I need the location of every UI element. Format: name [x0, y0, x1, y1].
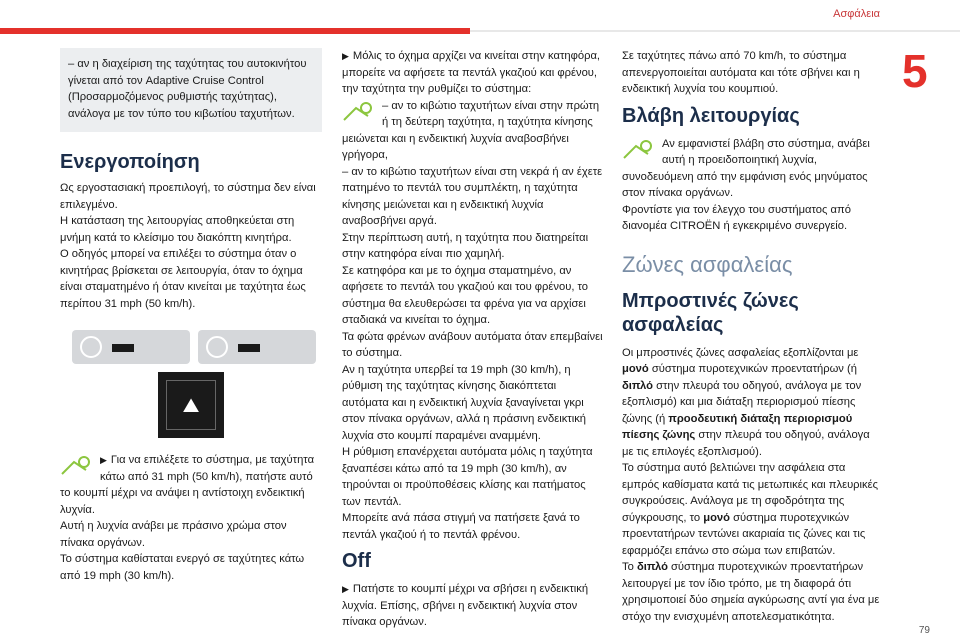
paragraph: Αν η ταχύτητα υπερβεί τα 19 mph (30 km/h), η ρύθμιση της ταχύτητας κίνησης διακόπτεται αυτόματα και η ενδεικτική λυχνία ξαναγίνεται γκρι στον πίνακα οργάνων, αλλά η πράσινη ενδεικτική λυχνία στο κουμπί παραμένει αναμμένη.: [342, 363, 587, 442]
warning-lamp-icon: [622, 138, 656, 162]
heading-front-seatbelts: Μπροστινές ζώνες ασφαλείας: [622, 289, 799, 336]
paragraph: Το σύστημα αυτό βελτιώνει την ασφάλεια στα εμπρός καθίσματα κατά τις μετωπικές και πλευρικές συγκρούσεις. Ανάλογα με τη σφοδρότητα της σύγκρουσης, το μονό σύστημα πυροτεχνικών προεντατήρων τεντώνει ακαριαία τις ζώνες και τις εφαρμόζει επάνω στο σώμα των επιβατών.: [622, 462, 879, 557]
paragraph: Η ρύθμιση επανέρχεται αυτόματα μόλις η ταχύτητα ξαναπέσει κάτω από τα 19 mph (30 km/h), αν τηρούνται οι προϋποθέσεις κλίσης και πατήματος των πεντάλ.: [342, 446, 593, 508]
page-number: 79: [918, 625, 930, 636]
fault-block: [622, 136, 884, 202]
warning-lamp-icon: [342, 100, 376, 124]
column-3: [622, 48, 884, 625]
heading-off: Off: [342, 550, 371, 572]
paragraph: Ως εργοστασιακή προεπιλογή, το σύστημα δεν είναι επιλεγμένο.: [60, 182, 316, 211]
note-text: – αν η διαχείριση της ταχύτητας του αυτοκινήτου γίνεται από τον Adaptive Cruise Control (Προσαρμοζόμενος ρυθμιστής ταχύτητας), ανάλογα με τον τύπο του κιβωτίου ταχυτήτων.: [68, 58, 307, 120]
column-2: [342, 48, 604, 631]
paragraph: Το διπλό σύστημα πυροτεχνικών προεντατήρων λειτουργεί με τον ίδιο τρόπο, με τη διαφορά ότι χρησιμοποιεί δύο σημεία αγκύρωσης αντί για ένα με στόχο την ενισχυμένη αποτελεσματικότητα.: [622, 561, 880, 623]
column-1: [60, 48, 322, 584]
paragraph: Αν εμφανιστεί βλάβη στο σύστημα, ανάβει αυτή η προειδοποιητική λυχνία, συνοδευόμενη από την εμφάνιση ενός μηνύματος στον πίνακα οργάνων.: [622, 137, 870, 199]
instruction-block: [60, 452, 322, 518]
paragraph: Στην περίπτωση αυτή, η ταχύτητα που διατηρείται στην κατηφόρα είναι πιο χαμηλή.: [342, 231, 589, 260]
paragraph: Αυτή η λυχνία ανάβει με πράσινο χρώμα στον πίνακα οργάνων.: [60, 520, 287, 549]
paragraph: Η κατάσταση της λειτουργίας αποθηκεύεται στη μνήμη κατά το κλείσιμο του διακόπτη κινητήρα.: [60, 215, 295, 244]
paragraph: ▶ Μόλις το όχημα αρχίζει να κινείται στην κατηφόρα, μπορείτε να αφήσετε τα πεντάλ γκαζιού και φρένου, την ταχύτητα την ρυθμίζει το σύστημα:: [342, 50, 601, 95]
dashboard-panel-left: [72, 330, 190, 364]
chapter-number: 5: [902, 45, 928, 97]
hill-descent-icon: ⛰: [166, 380, 216, 430]
paragraph: Ο οδηγός μπορεί να επιλέξει το σύστημα όταν ο κινητήρας βρίσκεται σε λειτουργία, όταν το όχημα είναι σταματημένο ή όταν κινείται με ταχύτητα έως περίπου 31 mph (50 km/h).: [60, 248, 306, 310]
paragraph: – αν το κιβώτιο ταχυτήτων είναι στην πρώτη ή τη δεύτερη ταχύτητα, η ταχύτητα κίνησης μειώνεται και η ενδεικτική λυχνία αναβοσβήνει γρήγορα,: [342, 99, 600, 161]
paragraph: – αν το κιβώτιο ταχυτήτων είναι στη νεκρά ή αν έχετε πατημένο το πεντάλ του συμπλέκτη, η ταχύτητα κίνησης μειώνεται και η ενδεικτική λυχνία αναβοσβήνει αργά.: [342, 165, 603, 227]
dashboard-panel-right: [198, 330, 316, 364]
dashboard-illustration: [72, 330, 322, 364]
heading-seatbelts: Ζώνες ασφαλείας: [622, 251, 793, 277]
paragraph: Τα φώτα φρένων ανάβουν αυτόματα όταν επεμβαίνει το σύστημα.: [342, 330, 603, 359]
paragraph: ▶ Για να επιλέξετε το σύστημα, με ταχύτητα κάτω από 31 mph (50 km/h), πατήστε αυτό το κουμπί μέχρι να ανάψει η αντίστοιχη ενδεικτική λυχνία.: [60, 454, 315, 516]
hill-descent-button-illustration: [158, 372, 224, 438]
section-title: Ασφάλεια: [833, 8, 880, 20]
paragraph: Το σύστημα καθίσταται ενεργό σε ταχύτητες κάτω από 19 mph (30 km/h).: [60, 553, 305, 582]
paragraph: Σε κατηφόρα και με το όχημα σταματημένο, αν αφήσετε το πεντάλ του γκαζιού και του φρένου, το σύστημα θα ελευθερώσει τα φρένα για να αρχίσει σταδιακά να κινείται το όχημα.: [342, 264, 589, 326]
heading-fault: Βλάβη λειτουργίας: [622, 104, 800, 127]
heading-activation: Ενεργοποίηση: [60, 151, 200, 173]
hill-descent-icon: [60, 454, 94, 478]
note-box: [60, 48, 322, 132]
paragraph: ▶ Πατήστε το κουμπί μέχρι να σβήσει η ενδεικτική λυχνία. Επίσης, σβήνει η ενδεικτική λυχνία στον πίνακα οργάνων.: [342, 583, 589, 628]
paragraph: Μπορείτε ανά πάσα στιγμή να πατήσετε ξανά το πεντάλ γκαζιού ή το πεντάλ φρένου.: [342, 512, 580, 541]
header-accent-bar: [0, 28, 470, 34]
paragraph: Σε ταχύτητες πάνω από 70 km/h, το σύστημα απενεργοποιείται αυτόματα και τότε σβήνει και η ενδεικτική λυχνία του κουμπιού.: [622, 50, 860, 95]
indicator-block: [342, 98, 604, 164]
paragraph: Οι μπροστινές ζώνες ασφαλείας εξοπλίζονται με μονό σύστημα πυροτεχνικών προεντατήρων (ή διπλό στην πλευρά του οδηγού, ανάλογα με τον εξοπλισμό) και μια διάταξη περιορισμού πίεσης ζώνης (ή προοδευτική διάταξη περιορισμού πίεσης ζώνης στην πλευρά του οδηγού, ανάλογα με τις επιλογές εξοπλισμού).: [622, 346, 870, 458]
paragraph: Φροντίστε για τον έλεγχο του συστήματος από διανομέα CITROËN ή εγκεκριμένο συνεργείο.: [622, 203, 851, 232]
